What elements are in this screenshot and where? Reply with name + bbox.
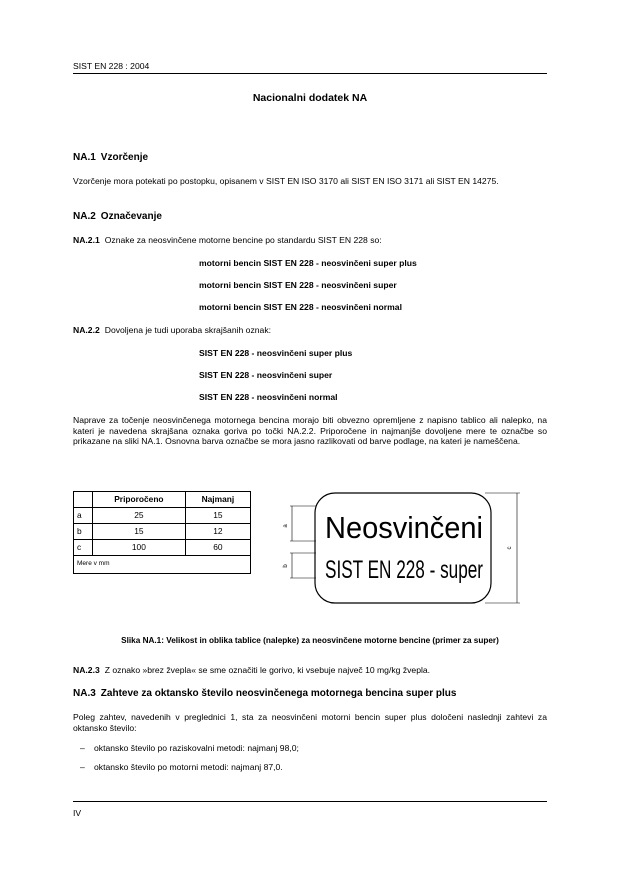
short-designation-item: SIST EN 228 - neosvinčeni super (199, 370, 333, 380)
list-item-text: oktansko število po motorni metodi: najmanj 87,0. (94, 762, 283, 772)
table-header-row (74, 492, 251, 508)
table-cell: a (74, 508, 93, 524)
section-number: NA.2 (73, 211, 96, 222)
table-note: Mere v mm (74, 556, 251, 574)
table-cell: 15 (93, 524, 186, 540)
table-cell: 12 (185, 524, 250, 540)
clause-number: NA.2.1 (73, 235, 100, 245)
label-line-1: Neosvinčeni (325, 510, 483, 545)
table-header-cell: Priporočeno (93, 492, 186, 508)
clause-na21 (73, 235, 547, 246)
label-line-2: SIST EN 228 - super (325, 556, 483, 584)
section-na3-text: Poleg zahtev, navedenih v preglednici 1, sta za neosvinčeni motorni bencin super plus določeni naslednji zahtevi za oktansko število: (73, 712, 547, 733)
section-title: Zahteve za oktansko število neosvinčenega motornega bencina super plus (100, 688, 457, 699)
table-header-cell (74, 492, 93, 508)
section-title: Vzorčenje (100, 152, 149, 163)
section-na2-heading (73, 211, 162, 224)
designation-item: motorni bencin SIST EN 228 - neosvinčeni super plus (199, 258, 417, 268)
table-cell: 25 (93, 508, 186, 524)
clause-text: Oznake za neosvinčene motorne bencine po standardu SIST EN 228 so: (104, 235, 382, 245)
table-cell: 60 (185, 540, 250, 556)
footer-rule (73, 801, 547, 802)
clause-number: NA.2.3 (73, 665, 100, 675)
designation-item: motorni bencin SIST EN 228 - neosvinčeni super (199, 280, 397, 290)
clause-number: NA.2.2 (73, 325, 100, 335)
section-number: NA.1 (73, 152, 96, 163)
designation-item: motorni bencin SIST EN 228 - neosvinčeni normal (199, 302, 402, 312)
clause-na23 (73, 665, 547, 676)
list-item: – oktansko število po raziskovalni metodi: najmanj 98,0; (80, 743, 299, 753)
document-id: SIST EN 228 : 2004 (73, 61, 150, 71)
dim-label-a: a (283, 524, 289, 528)
page-title: Nacionalni dodatek NA (252, 92, 368, 104)
section-na3-heading (73, 688, 456, 701)
label-figure (280, 486, 525, 610)
clause-text: Dovoljena je tudi uporaba skrajšanih oznak: (104, 325, 271, 335)
header-rule (73, 73, 547, 74)
table-header-cell: Najmanj (185, 492, 250, 508)
table-cell: 100 (93, 540, 186, 556)
table-row (74, 524, 251, 540)
table-cell: c (74, 540, 93, 556)
table-row (74, 508, 251, 524)
table-cell: b (74, 524, 93, 540)
figure-caption: Slika NA.1: Velikost in oblika tablice (nalepke) za neosvinčene motorne bencine (primer za super) (121, 636, 499, 645)
list-item: – oktansko število po motorni metodi: najmanj 87,0. (80, 762, 283, 772)
dim-label-c: c (507, 546, 513, 550)
list-item-text: oktansko število po raziskovalni metodi: najmanj 98,0; (94, 743, 299, 753)
section-title: Označevanje (100, 211, 162, 222)
clause-text: Z oznako »brez žvepla« se sme označiti le gorivo, ki vsebuje največ 10 mg/kg žvepla. (104, 665, 431, 675)
labeling-paragraph: Naprave za točenje neosvinčenega motornega bencina morajo biti obvezno opremljene z napisno tablico ali nalepko, na kateri je navedena skrajšana oznaka goriva po točki NA.2.2. Priporočene in najmanjše dovoljene mere te označbe so prikazane na sliki NA.1. Osnovna barva označbe se mora jasno razlikovati od barve podlage, na kateri je nameščena. (73, 415, 547, 447)
section-na1-heading (73, 152, 148, 165)
page-number: IV (73, 808, 82, 818)
table-row (74, 540, 251, 556)
table-cell: 15 (185, 508, 250, 524)
short-designation-item: SIST EN 228 - neosvinčeni super plus (199, 348, 353, 358)
short-designation-item: SIST EN 228 - neosvinčeni normal (199, 392, 338, 402)
dim-label-b: b (283, 564, 289, 568)
dimensions-table (73, 491, 251, 574)
section-na1-text: Vzorčenje mora potekati po postopku, opisanem v SIST EN ISO 3170 ali SIST EN ISO 3171 ali SIST EN 14275. (73, 176, 499, 186)
section-number: NA.3 (73, 688, 96, 699)
table-note-row (74, 556, 251, 574)
clause-na22 (73, 325, 547, 336)
